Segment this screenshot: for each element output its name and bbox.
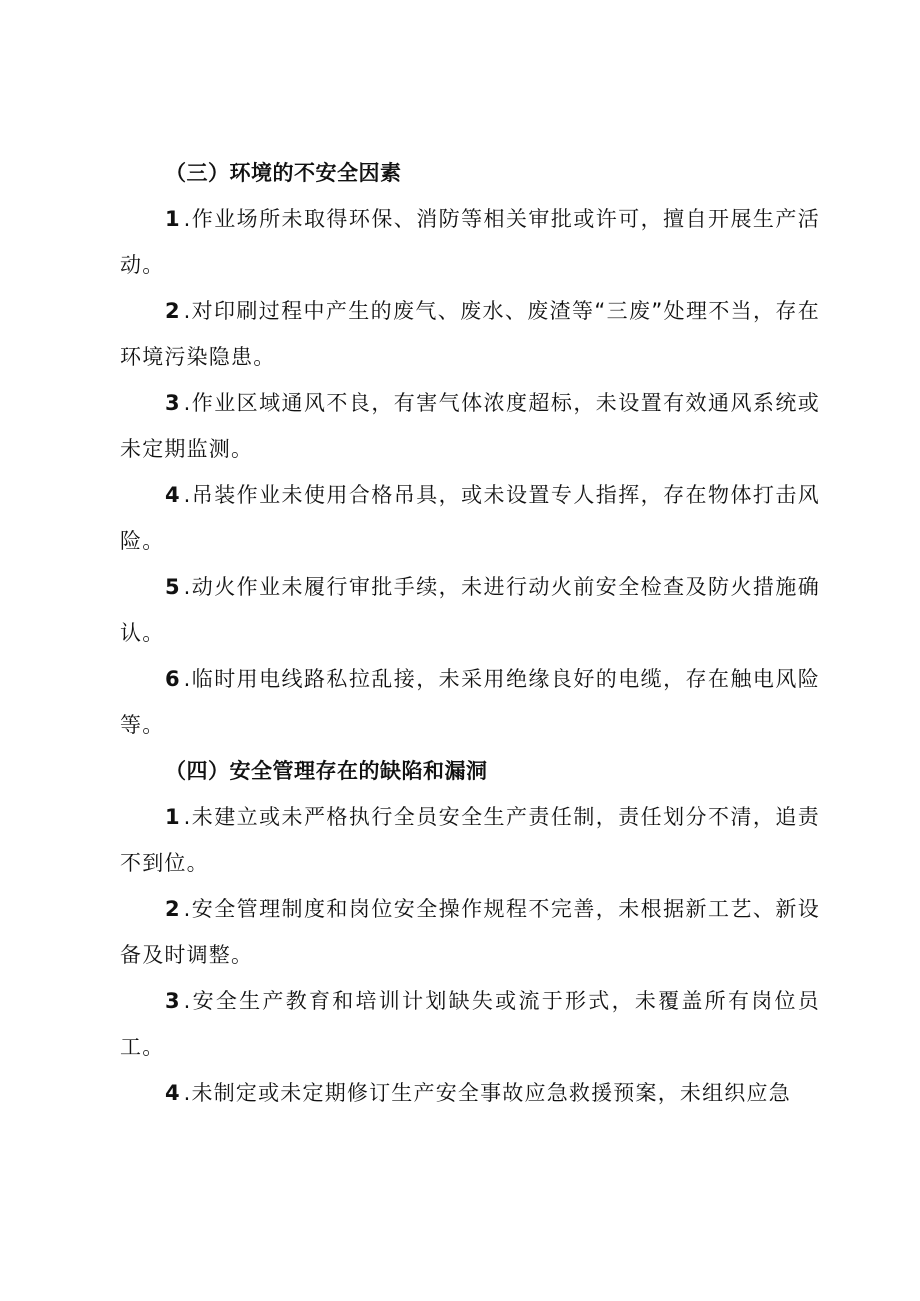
list-item bbox=[120, 1070, 820, 1116]
section-heading: （四）安全管理存在的缺陷和漏洞 bbox=[165, 759, 488, 783]
list-item bbox=[120, 472, 820, 564]
item-number: 1 bbox=[165, 805, 180, 829]
item-number: 2 bbox=[165, 897, 180, 921]
item-number: 4 bbox=[165, 483, 180, 507]
list-item bbox=[120, 656, 820, 748]
section-management-defects bbox=[120, 748, 820, 1116]
list-item bbox=[120, 886, 820, 978]
list-item bbox=[120, 288, 820, 380]
item-number: 5 bbox=[165, 575, 180, 599]
item-number: 2 bbox=[165, 299, 180, 323]
list-item bbox=[120, 380, 820, 472]
item-text: .对印刷过程中产生的废气、废水、废渣等“三废”处理不当，存在环境污染隐患。 bbox=[120, 299, 820, 369]
item-number: 3 bbox=[165, 391, 180, 415]
item-text: .安全生产教育和培训计划缺失或流于形式，未覆盖所有岗位员工。 bbox=[120, 989, 820, 1059]
list-item bbox=[120, 564, 820, 656]
item-text: .临时用电线路私拉乱接，未采用绝缘良好的电缆，存在触电风险等。 bbox=[120, 667, 820, 737]
item-number: 1 bbox=[165, 207, 180, 231]
section-heading: （三）环境的不安全因素 bbox=[165, 161, 402, 185]
item-text: .未建立或未严格执行全员安全生产责任制，责任划分不清，追责不到位。 bbox=[120, 805, 820, 875]
list-item bbox=[120, 196, 820, 288]
item-text: .未制定或未定期修订生产安全事故应急救援预案，未组织应急 bbox=[183, 1081, 791, 1105]
item-number: 4 bbox=[165, 1081, 180, 1105]
item-number: 3 bbox=[165, 989, 180, 1013]
item-text: .作业区域通风不良，有害气体浓度超标，未设置有效通风系统或未定期监测。 bbox=[120, 391, 820, 461]
item-text: .安全管理制度和岗位安全操作规程不完善，未根据新工艺、新设备及时调整。 bbox=[120, 897, 820, 967]
document-page bbox=[120, 150, 820, 1116]
item-text: .吊装作业未使用合格吊具，或未设置专人指挥，存在物体打击风险。 bbox=[120, 483, 820, 553]
item-text: .动火作业未履行审批手续，未进行动火前安全检查及防火措施确认。 bbox=[120, 575, 820, 645]
section-environment-hazards bbox=[120, 150, 820, 748]
item-text: .作业场所未取得环保、消防等相关审批或许可，擅自开展生产活动。 bbox=[120, 207, 820, 277]
item-number: 6 bbox=[165, 667, 180, 691]
list-item bbox=[120, 978, 820, 1070]
list-item bbox=[120, 794, 820, 886]
